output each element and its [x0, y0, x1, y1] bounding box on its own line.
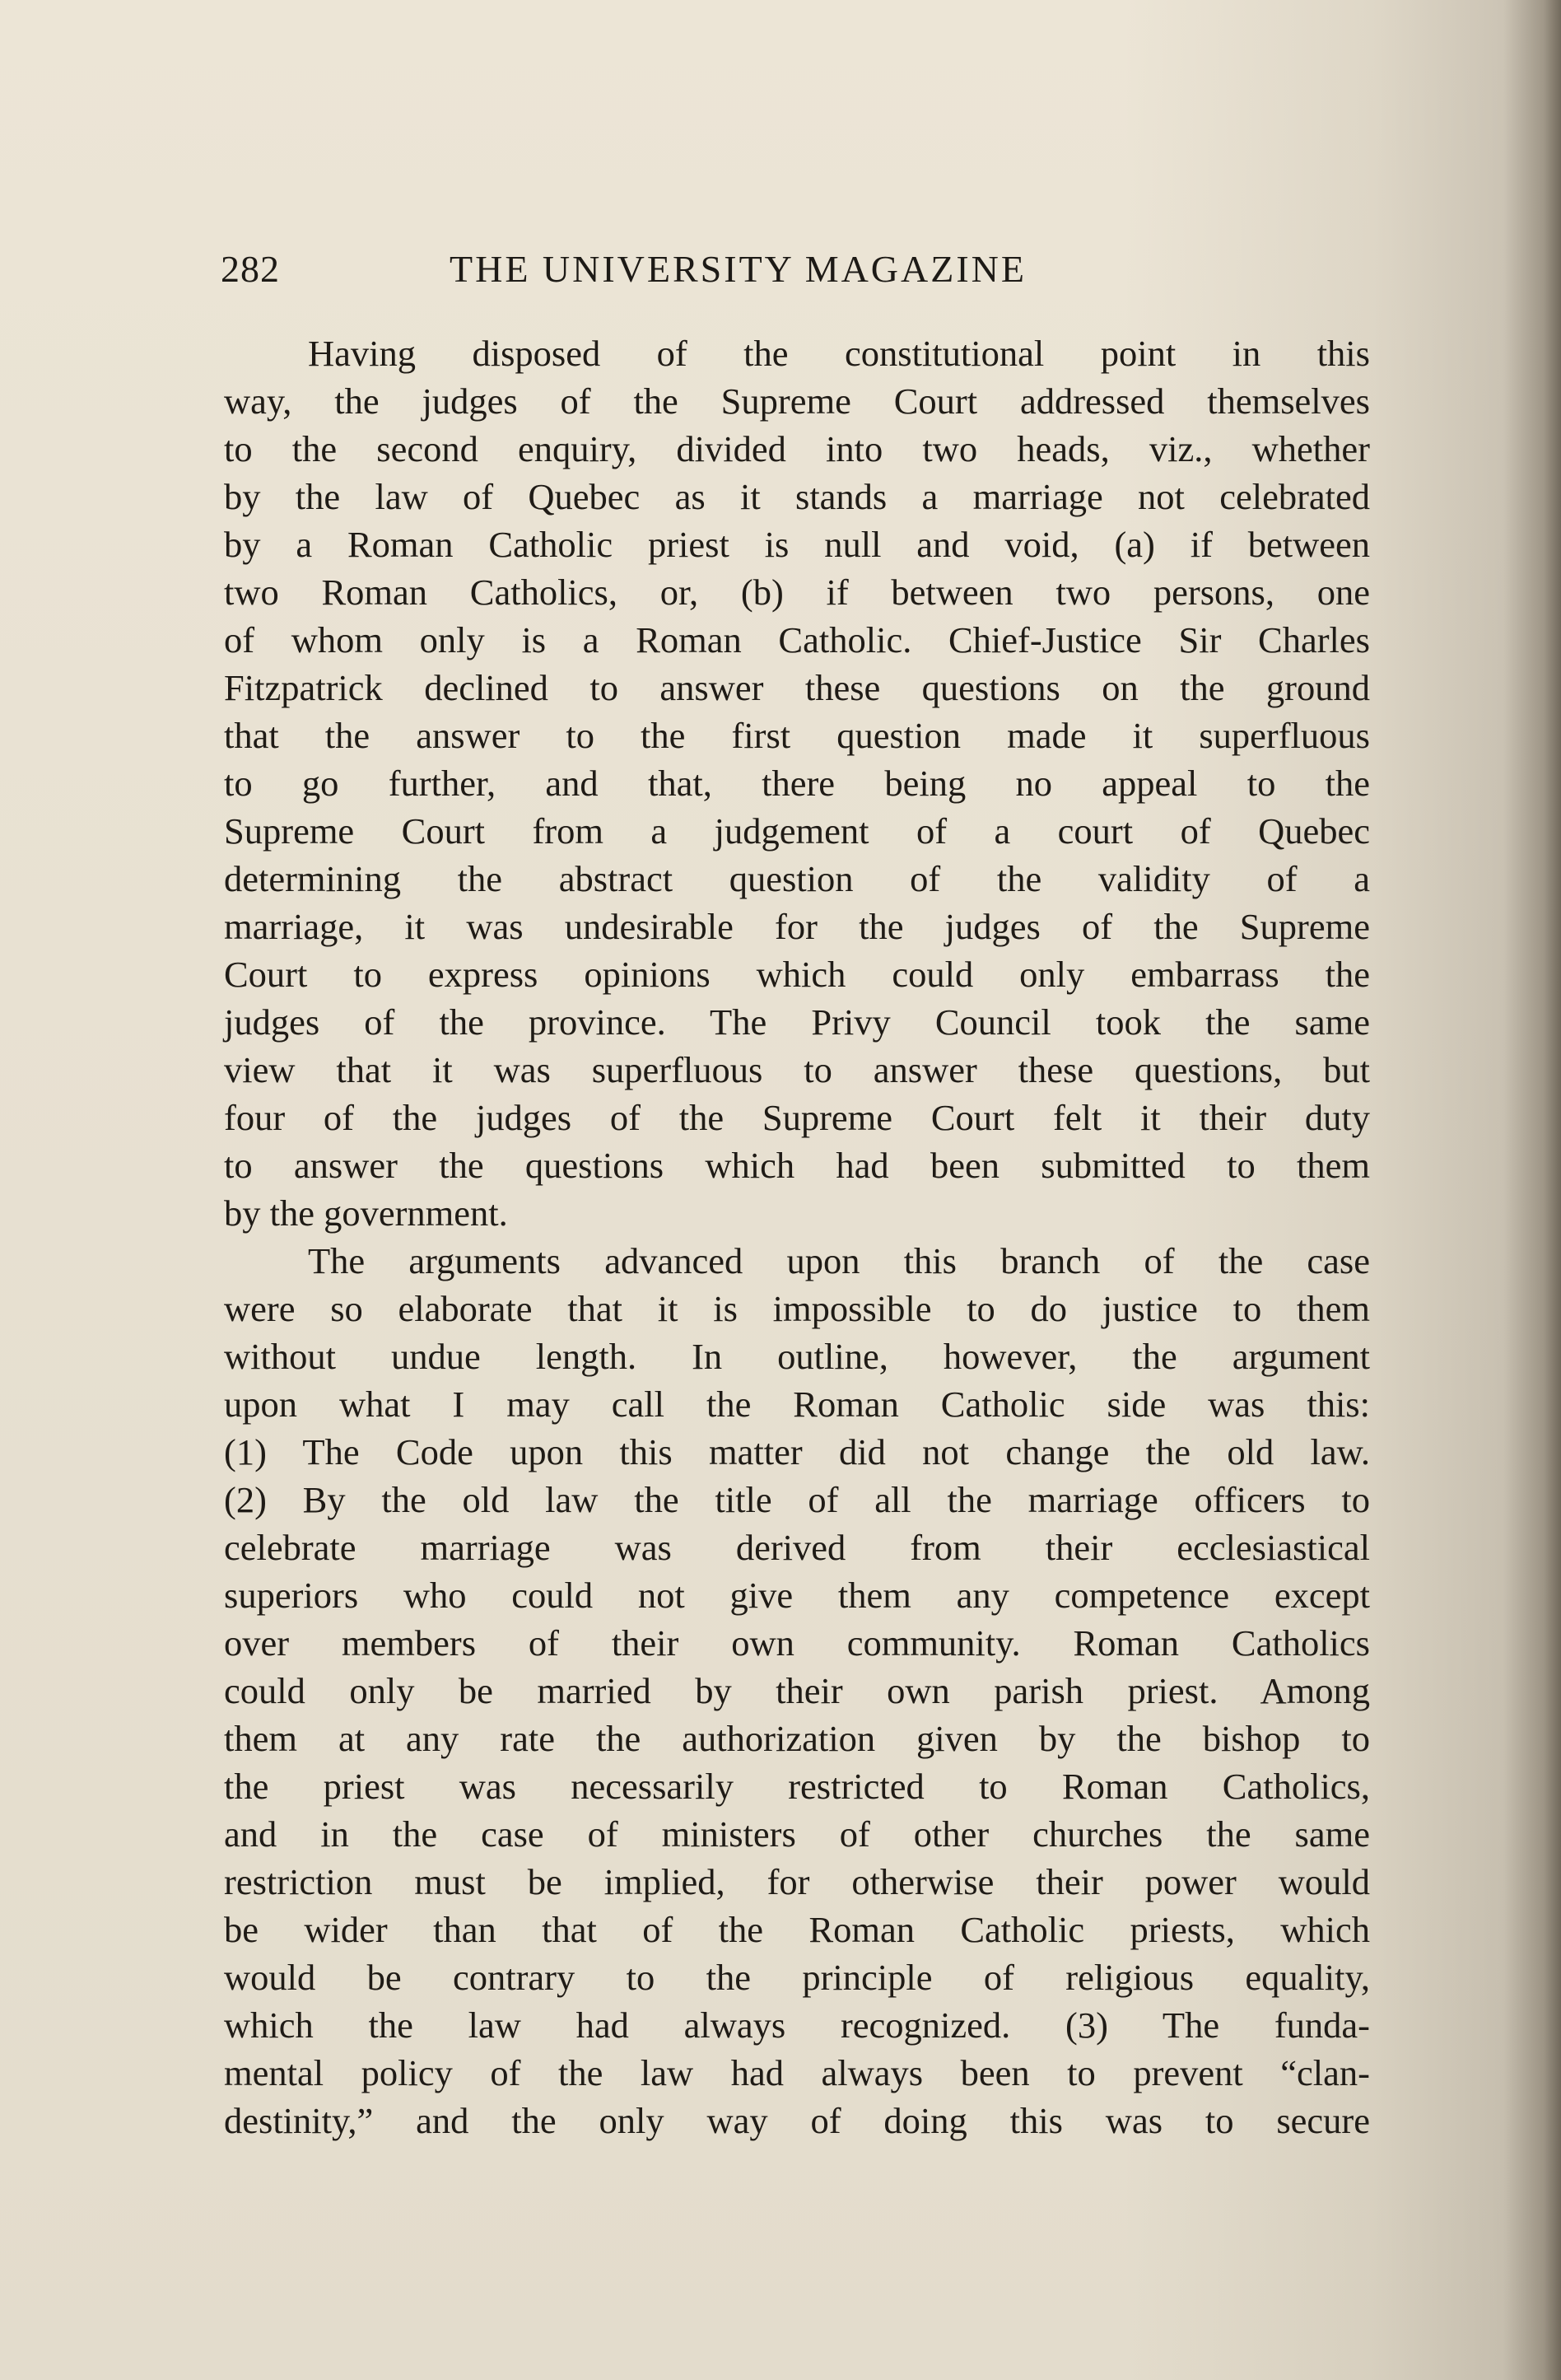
text-line: view that it was superfluous to answer these questions, but	[224, 1049, 1370, 1090]
running-head: THE UNIVERSITY MAGAZINE	[450, 248, 1027, 290]
text-line: by the government.	[224, 1192, 508, 1234]
text-line: by a Roman Catholic priest is null and void, (a) if between	[224, 524, 1370, 565]
text-line: celebrate marriage was derived from their ecclesiastical	[224, 1527, 1370, 1568]
text-line: superiors who could not give them any competence except	[224, 1575, 1370, 1616]
text-line: judges of the province. The Privy Council took the same	[224, 1001, 1370, 1043]
text-line: restriction must be implied, for otherwise their power would	[224, 1861, 1370, 1902]
text-line: could only be married by their own parish priest. Among	[224, 1670, 1370, 1711]
text-line: would be contrary to the principle of religious equality,	[224, 1957, 1370, 1998]
text-line: the priest was necessarily restricted to Roman Catholics,	[224, 1766, 1370, 1807]
paragraph-2	[224, 1237, 1370, 2144]
text-line: were so elaborate that it is impossible to do justice to them	[224, 1288, 1370, 1329]
text-line: without undue length. In outline, however, the argument	[224, 1336, 1370, 1377]
text-line: Fitzpatrick declined to answer these questions on the ground	[224, 667, 1370, 708]
text-line: way, the judges of the Supreme Court addressed themselves	[224, 380, 1370, 422]
text-line: that the answer to the first question made it superfluous	[224, 715, 1370, 756]
text-line: Having disposed of the constitutional point in this	[308, 333, 1370, 374]
text-line: determining the abstract question of the validity of a	[224, 858, 1370, 899]
page-edge-shadow	[1503, 0, 1561, 2380]
text-line: Supreme Court from a judgement of a court of Quebec	[224, 810, 1370, 852]
text-line: which the law had always recognized. (3) The funda-	[224, 2004, 1370, 2046]
text-line: mental policy of the law had always been to prevent “clan-	[224, 2052, 1370, 2093]
text-line: to go further, and that, there being no appeal to the	[224, 763, 1370, 804]
text-line: The arguments advanced upon this branch of the case	[308, 1240, 1370, 1281]
paragraph-1	[224, 329, 1370, 1237]
page-header	[221, 247, 1373, 296]
page-number: 282	[221, 248, 280, 290]
text-line: of whom only is a Roman Catholic. Chief-Justice Sir Charles	[224, 619, 1370, 660]
text-line: Court to express opinions which could only embarrass the	[224, 954, 1370, 995]
body-text	[224, 329, 1370, 2144]
text-line: four of the judges of the Supreme Court felt it their duty	[224, 1097, 1370, 1138]
text-line: destinity,” and the only way of doing this was to secure	[224, 2100, 1370, 2141]
text-line: them at any rate the authorization given by the bishop to	[224, 1718, 1370, 1759]
text-line: (2) By the old law the title of all the marriage officers to	[224, 1479, 1370, 1520]
text-line: by the law of Quebec as it stands a marriage not celebrated	[224, 476, 1370, 517]
text-line: be wider than that of the Roman Catholic priests, which	[224, 1909, 1370, 1950]
text-line: and in the case of ministers of other churches the same	[224, 1813, 1370, 1855]
text-line: (1) The Code upon this matter did not change the old law.	[224, 1431, 1370, 1472]
text-line: marriage, it was undesirable for the judges of the Supreme	[224, 906, 1370, 947]
text-line: two Roman Catholics, or, (b) if between two persons, one	[224, 572, 1370, 613]
text-line: over members of their own community. Roman Catholics	[224, 1622, 1370, 1664]
text-line: to the second enquiry, divided into two heads, viz., whether	[224, 428, 1370, 469]
text-line: upon what I may call the Roman Catholic side was this:	[224, 1384, 1370, 1425]
text-line: to answer the questions which had been submitted to them	[224, 1145, 1370, 1186]
